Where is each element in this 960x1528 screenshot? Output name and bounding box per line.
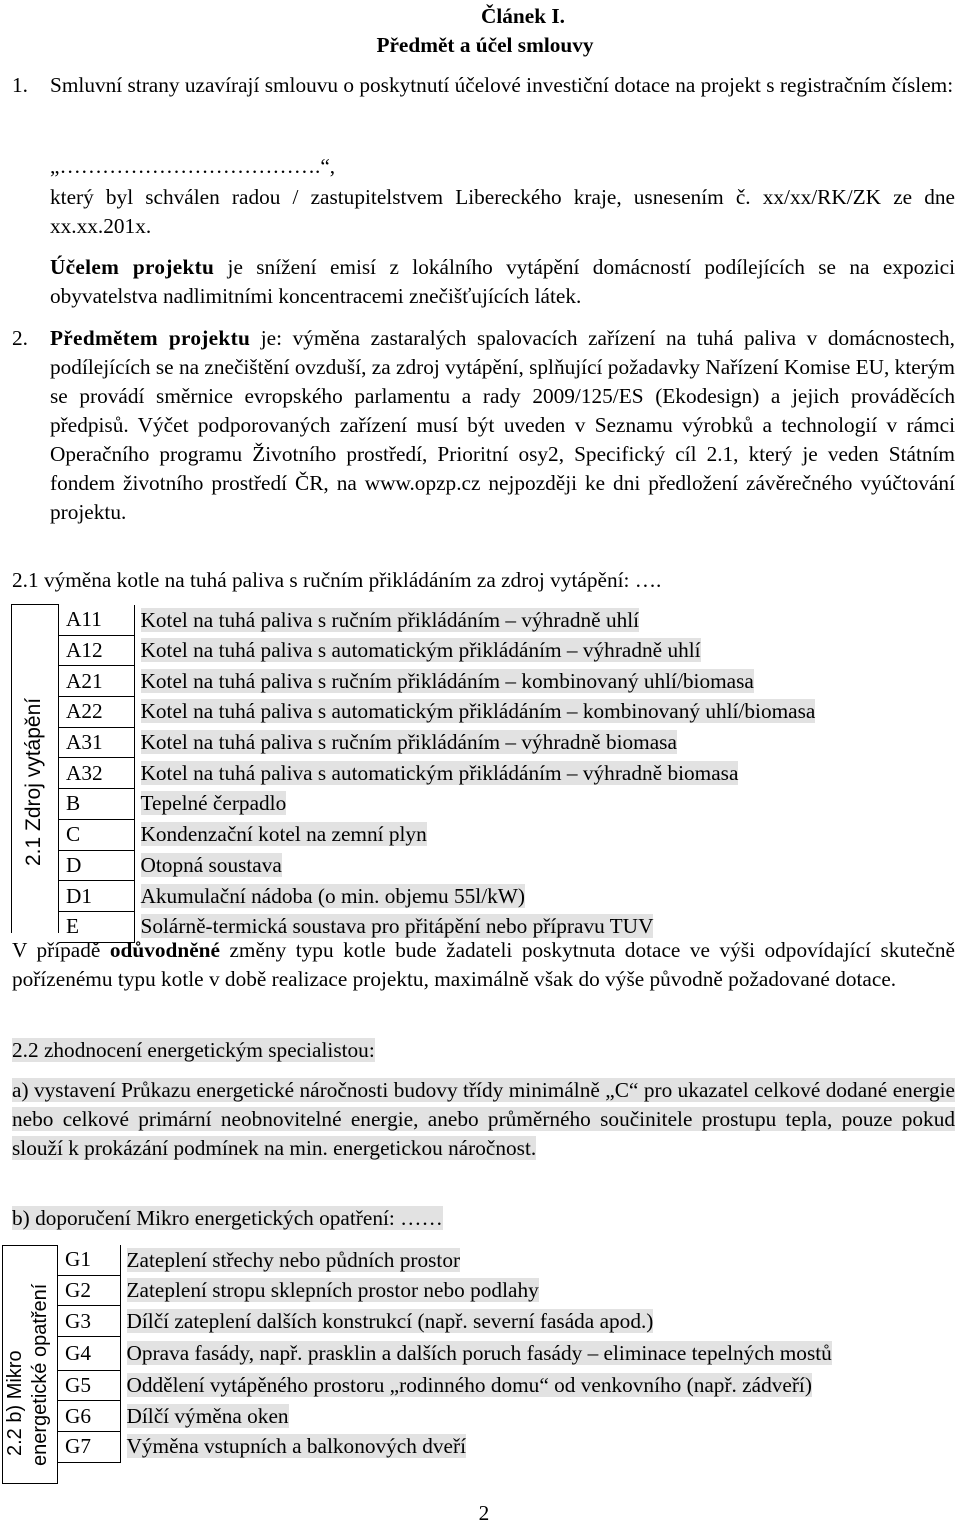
micro-measure-row	[58, 1306, 958, 1337]
micro-measure-code: G3	[58, 1306, 120, 1337]
heat-source-table	[59, 605, 959, 943]
heat-source-description-text: Kondenzační kotel na zemní plyn	[140, 822, 427, 847]
micro-measure-row	[58, 1432, 958, 1463]
section22-side-label-1: 2.2 b) Mikro	[4, 1350, 26, 1456]
micro-measure-description-text: Zateplení stropu sklepních prostor nebo podlahy	[126, 1278, 539, 1303]
heat-source-description-text: Kotel na tuhá paliva s ručním přikládáním – kombinovaný uhlí/biomasa	[140, 668, 754, 693]
micro-measure-row	[58, 1245, 958, 1275]
section22-side-label-2: energetické opatření	[29, 1283, 51, 1466]
heat-source-description-text: Akumulační nádoba (o min. objemu 55l/kW)	[140, 883, 525, 908]
micro-measure-code: G4	[58, 1337, 120, 1371]
micro-measure-row	[58, 1337, 958, 1371]
section22-title-text: 2.2 zhodnocení energetickým specialistou:	[12, 1038, 375, 1062]
micro-measure-description-text: Dílčí zateplení dalších konstrukcí (např. severní fasáda apod.)	[126, 1308, 654, 1333]
micro-measures-title	[12, 1204, 443, 1233]
heat-source-row	[59, 881, 959, 912]
heat-source-code: A12	[59, 635, 134, 666]
heat-source-description	[134, 819, 959, 850]
micro-measure-description-text: Oddělení vytápěného prostoru „rodinného domu“ od venkovního (např. zádveří)	[126, 1373, 812, 1398]
heat-source-description	[134, 727, 959, 758]
heat-source-row	[59, 789, 959, 820]
heat-source-description-text: Kotel na tuhá paliva s ručním přikládáním – výhradně uhlí	[140, 607, 640, 632]
micro-measure-description-text: Oprava fasády, např. prasklin a dalších poruch fasády – eliminace tepelných mostů	[126, 1341, 832, 1366]
micro-measure-description-text: Zateplení střechy nebo půdních prostor	[126, 1247, 461, 1272]
page-number: 2	[478, 1501, 490, 1525]
change-pre: V případě	[12, 938, 110, 962]
micro-measure-description	[120, 1370, 958, 1401]
micro-measures-title-text: b) doporučení Mikro energetických opatření: ……	[12, 1206, 443, 1230]
article-heading: Článek I.	[480, 4, 566, 28]
micro-measure-row	[58, 1370, 958, 1401]
micro-measure-description	[120, 1306, 958, 1337]
micro-measure-description	[120, 1432, 958, 1463]
heat-source-code: E	[59, 911, 134, 942]
heat-source-description	[134, 666, 959, 697]
heat-source-description-text: Kotel na tuhá paliva s automatickým přikládáním – výhradně uhlí	[140, 638, 701, 663]
heat-source-row	[59, 605, 959, 635]
heat-source-description	[134, 850, 959, 881]
heat-source-description	[134, 697, 959, 728]
heat-source-description-text: Kotel na tuhá paliva s automatickým přikládáním – výhradně biomasa	[140, 760, 739, 785]
item2-number: 2.	[12, 326, 28, 350]
subject-paragraph	[50, 324, 955, 527]
heat-source-description-text: Solárně-termická soustava pro přitápění nebo přípravu TUV	[140, 914, 654, 939]
micro-measure-code: G2	[58, 1275, 120, 1306]
purpose-paragraph	[50, 253, 955, 311]
registration-placeholder: „……………………………….“,	[50, 154, 336, 178]
heat-source-row	[59, 635, 959, 666]
micro-measure-description	[120, 1275, 958, 1306]
heat-source-row	[59, 758, 959, 789]
item1-text: Smluvní strany uzavírají smlouvu o poskytnutí účelové investiční dotace na projekt s registračním číslem:	[50, 73, 954, 97]
micro-measures-table	[58, 1245, 958, 1463]
heat-source-description	[134, 605, 959, 635]
heat-source-code: A11	[59, 605, 134, 635]
item1-number: 1.	[12, 73, 28, 97]
heat-source-row	[59, 819, 959, 850]
change-paragraph	[12, 936, 955, 994]
micro-measure-code: G7	[58, 1432, 120, 1463]
heat-source-row	[59, 727, 959, 758]
heat-source-code: D	[59, 850, 134, 881]
micro-measure-description	[120, 1245, 958, 1275]
micro-measure-description-text: Výměna vstupních a balkonových dveří	[126, 1434, 466, 1459]
heat-source-code: A21	[59, 666, 134, 697]
change-post: změny typu kotle bude žadateli poskytnuta dotace ve výši odpovídající skutečně pořízenému typu kotle v době realizace projektu, maximálně však do výše původně požadované dotace.	[12, 938, 955, 991]
section21-side-label: 2.1 Zdroj vytápění	[22, 697, 45, 866]
section22-title	[12, 1036, 375, 1065]
heat-source-description-text: Kotel na tuhá paliva s automatickým přikládáním – kombinovaný uhlí/biomasa	[140, 699, 816, 724]
heat-source-row	[59, 666, 959, 697]
article-subheading: Předmět a účel smlouvy	[376, 33, 594, 57]
micro-measure-description-text: Dílčí výměna oken	[126, 1403, 289, 1428]
micro-measure-code: G1	[58, 1245, 120, 1275]
micro-measure-row	[58, 1275, 958, 1306]
heat-source-description	[134, 789, 959, 820]
heat-source-code: C	[59, 819, 134, 850]
section21-title: 2.1 výměna kotle na tuhá paliva s ručním přikládáním za zdroj vytápění: ….	[12, 568, 662, 592]
heat-source-description	[134, 881, 959, 912]
change-bold: odůvodněné	[109, 938, 220, 962]
heat-source-code: D1	[59, 881, 134, 912]
energy-certificate-paragraph	[12, 1076, 955, 1163]
heat-source-description	[134, 635, 959, 666]
micro-measure-code: G6	[58, 1401, 120, 1432]
heat-source-description	[134, 758, 959, 789]
micro-measure-description	[120, 1337, 958, 1371]
micro-measure-row	[58, 1401, 958, 1432]
heat-source-row	[59, 697, 959, 728]
purpose-label: Účelem projektu	[50, 255, 215, 279]
heat-source-description-text: Tepelné čerpadlo	[140, 791, 287, 816]
heat-source-code: A31	[59, 727, 134, 758]
heat-source-code: B	[59, 789, 134, 820]
heat-source-code: A32	[59, 758, 134, 789]
heat-source-code: A22	[59, 697, 134, 728]
micro-measure-description	[120, 1401, 958, 1432]
heat-source-description-text: Kotel na tuhá paliva s ručním přikládáním – výhradně biomasa	[140, 730, 677, 755]
approval-text: který byl schválen radou / zastupitelstvem Libereckého kraje, usnesením č. xx/xx/RK/ZK ze dne xx.xx.201x.	[50, 185, 955, 238]
energy-certificate-text: a) vystavení Průkazu energetické náročnosti budovy třídy minimálně „C“ pro ukazatel celkové dodané energie nebo celkové primární neobnovitelné energie, anebo průměrného součinitele prostupu tepla, pouze pokud slouží k prokázání podmínek na min. energetickou náročnost.	[12, 1078, 955, 1160]
heat-source-row	[59, 850, 959, 881]
subject-text: je: výměna zastaralých spalovacích zařízení na tuhá paliva v domácnostech, podílejících se na znečištění ovzduší, za zdroj vytápění, splňující požadavky Nařízení Komise EU, kterým se provádí směrnice evropského parlamentu a rady 2009/125/ES (Ekodesign) a jejich prováděcích předpisů. Výčet podporovaných zařízení musí být uveden v Seznamu výrobků a technologií v rámci Operačního programu Životního prostředí, Prioritní osy2, Specifický cíl 2.1, který je veden Státním fondem životního prostředí ČR, na www.opzp.cz nejpozději ke dni předložení závěrečného vyúčtování projektu.	[50, 326, 955, 524]
subject-label: Předmětem projektu	[50, 326, 251, 350]
micro-measure-code: G5	[58, 1370, 120, 1401]
purpose-text: je snížení emisí z lokálního vytápění domácností podílejících se na expozici obyvatelstva nadlimitními koncentracemi znečišťujících látek.	[50, 255, 955, 308]
heat-source-description-text: Otopná soustava	[140, 852, 282, 877]
